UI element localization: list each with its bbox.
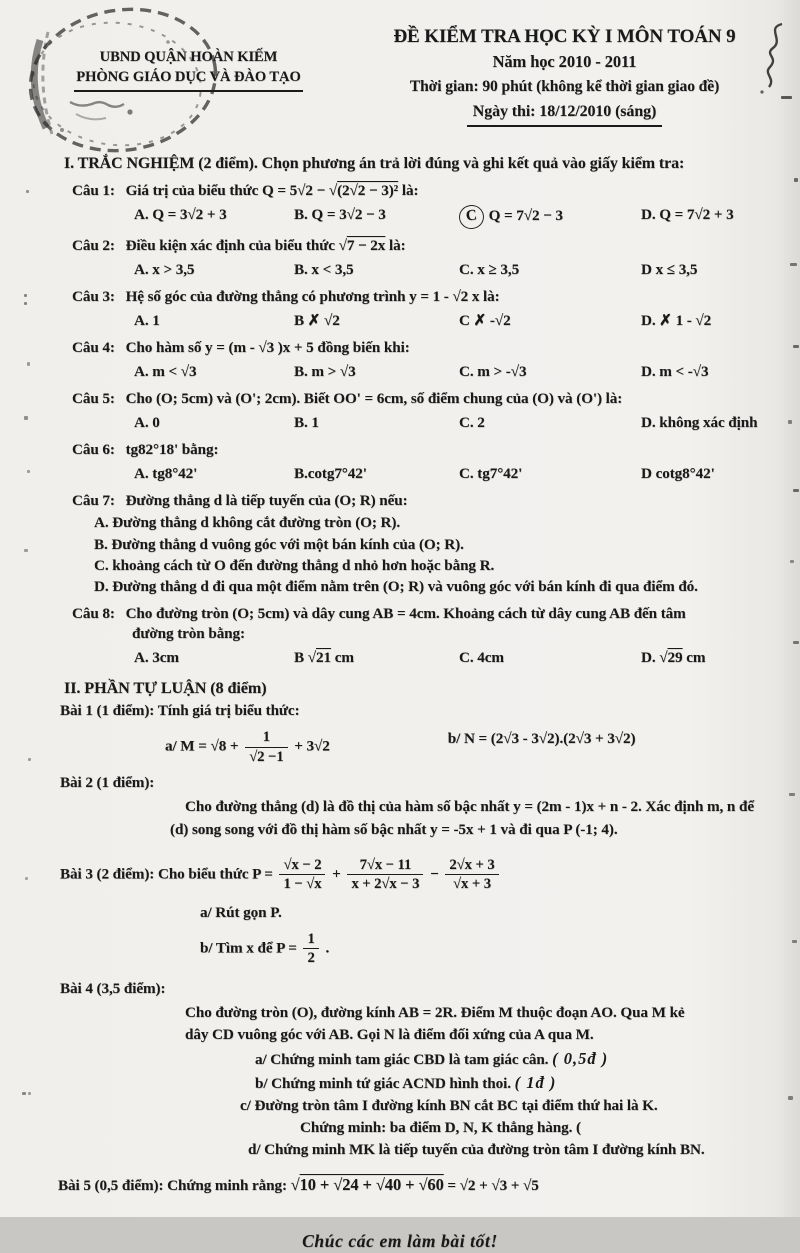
option-a: A. 3cm [134,648,179,666]
option-b: B. Q = 3√2 − 3 [294,205,386,223]
scan-artifact [24,416,28,420]
scan-artifact [26,190,29,193]
option-b: B. 1 [294,414,319,432]
question-7-options [94,513,800,596]
section2-heading: II. PHẦN TỰ LUẬN (8 điểm) [64,678,267,697]
fraction: $\frac{1}{√2 -1}$ [245,729,287,765]
question-7-label: Câu 7: [72,492,115,510]
scan-artifact [788,1096,793,1100]
question-4-options [134,362,800,382]
exam-title-block [341,24,788,127]
answer-circle-mark: C [458,203,485,230]
option-c: C. khoảng cách từ O đến đường thẳng d nhỏ hơn hoặc bằng R. [94,556,495,574]
option-c: C ✗ -√2 [459,311,511,329]
question-2 [72,236,800,280]
question-1-label: Câu 1: [72,181,115,199]
problem-5-label: Bài 5 (0,5 điểm): [58,1177,164,1195]
problem-5: Bài 5 (0,5 điểm): Chứng minh rằng: √10 + √24 + √40 + √60 = √2 + √3 + √5 [58,1175,539,1195]
formula-1b: b/ N = (2√3 - 3√2).(2√3 + 3√2) [447,730,636,748]
scan-artifact [793,345,799,348]
problem-3-formula: Bài 3 (2 điểm): Cho biểu thức P = $\frac{√x - 2}{1 - √x}$ + $\frac{7√x - 11}{x + 2√x - 3}$ − $\frac{2√x + 3}{√x + 3}$ [60,857,800,893]
option-a: A. x > 3,5 [134,260,195,278]
option-c: C Q = 7√2 − 3 [459,205,641,229]
option-a: A. tg8°42' [134,465,198,483]
question-1-options [134,205,800,229]
question-3 [72,287,800,331]
problem-4b: b/ Chứng minh tứ giác ACND hình thoi. ( 1đ ) [255,1072,557,1092]
fraction: $\frac{7√x - 11}{x + 2√x - 3}$ [347,857,423,893]
issuer-block [36,24,341,127]
option-c: C. 4cm [459,648,504,666]
option-c: C. 2 [459,414,485,432]
scan-artifact [788,420,792,424]
school-year: Năm học 2010 - 2011 [492,52,637,72]
scan-artifact [24,294,27,297]
question-2-label: Câu 2: [72,236,115,254]
question-6-label: Câu 6: [72,441,115,459]
problem-3 [0,857,800,967]
scan-artifact [22,1092,26,1095]
question-5 [72,389,800,433]
problem-3a: a/ Rút gọn P. [200,903,282,921]
scan-artifact [27,362,30,366]
problem-1 [0,701,800,765]
question-1 [72,181,800,229]
radical-expression: √7 − 2x [338,236,386,254]
problem-3b: b/ Tìm x để P = $\frac{1}{2}$ . [200,930,330,967]
scan-artifact [28,1092,31,1095]
scan-artifact [793,489,799,492]
question-5-options [134,413,800,433]
scan-artifact [793,641,799,644]
question-2-options [134,260,800,280]
fraction: $\frac{1}{2}$ [303,931,318,967]
question-7 [72,491,800,596]
option-d: D. Q = 7√2 + 3 [641,205,734,223]
question-3-stem: Câu 3: Hệ số góc của đường thẳng có phương trình y = 1 - √2 x là: [72,287,500,305]
problem-1-label: Bài 1 (1 điểm): [60,702,155,720]
question-6-options [134,464,800,484]
problem-4 [0,979,800,1161]
option-d: D. không xác định [641,414,758,432]
option-d: D. ✗ 1 - √2 [641,311,712,329]
scan-artifact [27,470,30,473]
question-8-label: Câu 8: [72,604,115,622]
question-4-stem: Câu 4: Cho hàm số y = (m - √3 )x + 5 đồng biến khi: [72,339,410,357]
exam-duration: Thời gian: 90 phút (không kể thời gian giao đề) [409,77,720,95]
option-b: B √21 cm [294,648,354,666]
problem-1-formulas [0,729,800,765]
scan-artifact [790,560,794,563]
handwritten-score-note: ( 0,5đ ) [552,1048,609,1068]
question-5-label: Câu 5: [72,390,115,408]
option-b: B. m > √3 [294,363,356,381]
option-d: D. Đường thẳng d đi qua một điểm nằm trên (O; R) và vuông góc với bán kính đi qua điểm đó. [94,577,698,595]
issuer-department: PHÒNG GIÁO DỤC VÀ ĐÀO TẠO [74,68,302,91]
problem-4a: a/ Chứng minh tam giác CBD là tam giác cân. ( 0,5đ ) [255,1048,609,1068]
scan-artifact [24,302,27,305]
question-8 [72,604,800,668]
fraction: $\frac{√x - 2}{1 - √x}$ [279,857,325,893]
problem-1-header: Bài 1 (1 điểm): Tính giá trị biểu thức: [60,702,300,720]
section1-heading: I. TRẮC NGHIỆM (2 điểm). Chọn phương án trả lời đúng và ghi kết quả vào giấy kiểm tra: [64,154,685,172]
question-6 [72,440,800,484]
problem-2-line2: (d) song song với đồ thị hàm số bậc nhất y = -5x + 1 và đi qua P (-1; 4). [170,821,618,839]
question-4-label: Câu 4: [72,339,115,357]
problem-2 [0,773,800,840]
exam-title: ĐỀ KIỂM TRA HỌC KỲ I MÔN TOÁN 9 [393,26,736,47]
exam-date: Ngày thi: 18/12/2010 (sáng) [467,101,663,126]
handwritten-score-note: ( 1đ ) [514,1072,557,1092]
option-c: C. x ≥ 3,5 [459,260,520,278]
issuer-name: UBND QUẬN HOÀN KIẾM [99,49,278,65]
scan-artifact [25,877,28,880]
exam-header [0,0,800,127]
option-b: B ✗ √2 [294,311,340,329]
option-a: A. 0 [134,414,160,432]
problem-2-line1: Cho đường thẳng (d) là đồ thị của hàm số bậc nhất y = (2m - 1)x + n - 2. Xác định m, n để [185,798,754,816]
option-d: D. m < -√3 [641,363,709,381]
option-c: C. m > -√3 [459,363,527,381]
scan-artifact [24,549,28,552]
question-3-label: Câu 3: [72,287,115,305]
scan-artifact [790,263,797,266]
question-1-stem: Câu 1: Giá trị của biểu thức Q = 5√2 − √(2√2 − 3)² là: [72,181,419,199]
scan-artifact [792,940,797,943]
option-a: A. Đường thẳng d không cắt đường tròn (O; R). [94,514,401,532]
formula-1a: a/ M = √8 + $\frac{1}{√2 -1}$ + 3√2 [165,729,330,765]
scan-artifact [794,178,798,182]
radical-expression: √10 + √24 + √40 + √60 [290,1175,444,1195]
problem-2-label: Bài 2 (1 điểm): [60,774,155,792]
scan-artifact [789,793,795,796]
question-5-stem: Câu 5: Cho (O; 5cm) và (O'; 2cm). Biết OO' = 6cm, số điểm chung của (O) và (O') là: [72,390,623,408]
option-b: B.cotg7°42' [294,465,367,483]
option-c: C. tg7°42' [459,465,523,483]
option-b: B. x < 3,5 [294,260,354,278]
question-8-stem: Câu 8: Cho đường tròn (O; 5cm) và dây cung AB = 4cm. Khoảng cách từ dây cung AB đến tâm [72,604,686,622]
option-d: D x ≤ 3,5 [641,260,698,278]
handwritten-mark-icon [752,18,792,102]
problem-4d: d/ Chứng minh MK là tiếp tuyến của đường tròn tâm I đường kính BN. [248,1141,705,1159]
question-3-options [134,311,800,331]
closing-wish: Chúc các em làm bài tốt! [302,1231,498,1252]
question-7-stem: Câu 7: Đường thẳng d là tiếp tuyến của (O; R) nếu: [72,492,408,510]
option-d: D cotg8°42' [641,465,715,483]
scan-artifact [28,758,31,761]
problem-4-label: Bài 4 (3,5 điểm): [60,979,166,997]
question-8-options [134,648,800,668]
problem-4-line1: Cho đường tròn (O), đường kính AB = 2R. Điểm M thuộc đoạn AO. Qua M kẻ [185,1003,685,1021]
radical-expression: √(2√2 − 3)² [328,181,399,199]
option-a: A. m < √3 [134,363,197,381]
question-8-stem-line2: đường tròn bằng: [132,624,245,642]
option-b: B. Đường thẳng d vuông góc với một bán kính của (O; R). [94,535,464,553]
problem-4c-line1: c/ Đường tròn tâm I đường kính BN cắt BC tại điểm thứ hai là K. [240,1096,658,1114]
problem-3-label: Bài 3 (2 điểm): [60,865,155,883]
problem-4-line2: dây CD vuông góc với AB. Gọi N là điểm đối xứng của A qua M. [185,1025,594,1043]
question-4 [72,338,800,382]
option-a: A. Q = 3√2 + 3 [134,205,227,223]
question-2-stem: Câu 2: Điều kiện xác định của biểu thức √7 − 2x là: [72,236,406,254]
fraction: $\frac{2√x + 3}{√x + 3}$ [445,857,498,893]
option-a: A. 1 [134,311,160,329]
problem-4c-line2: Chứng minh: ba điểm D, N, K thẳng hàng. ( [300,1119,581,1137]
option-d: D. √29 cm [641,648,706,666]
question-6-stem: Câu 6: tg82°18' bằng: [72,441,219,459]
